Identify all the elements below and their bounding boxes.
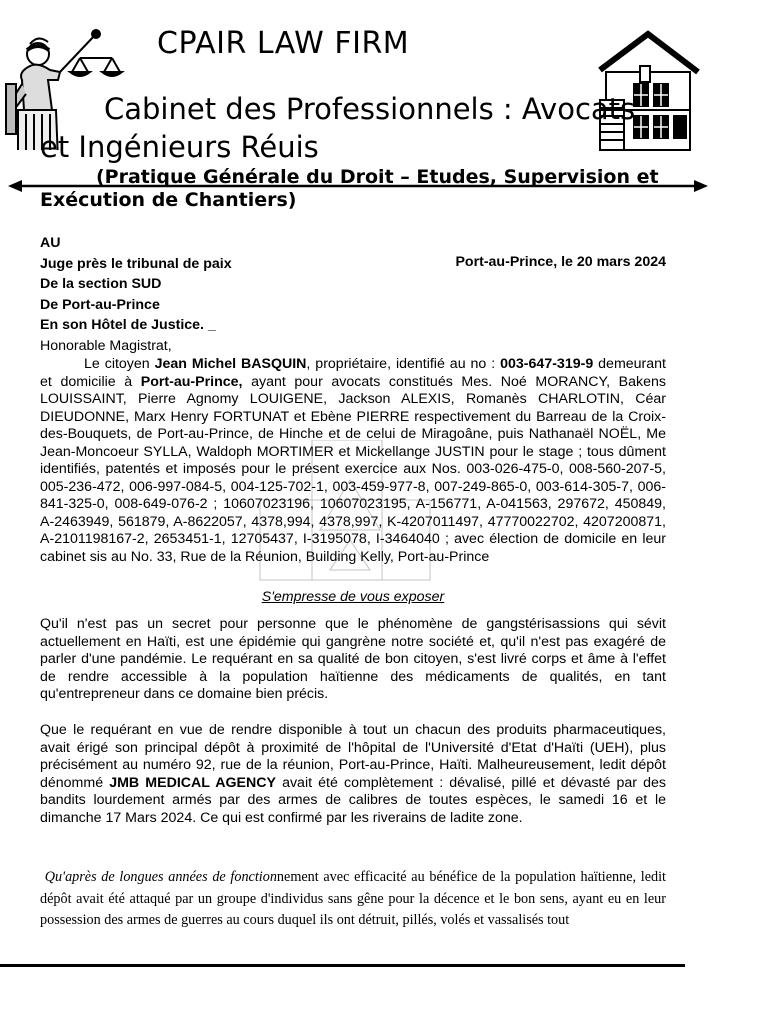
- recipient-address: [40, 233, 280, 357]
- paragraph-intro: Le citoyen Jean Michel BASQUIN, propriétaire, identifié au no : 003-647-319-9 demeurant et domicilie à Port-au-Prince, ayant pour avocats constitués Mes. Noé MORANCY, Bakens LOUISSAINT, Pierre Agnomy LOUIGENE, Jackson ALEXIS, Romanès CHARLOTIN, Céar DIEUDONNE, Marx Henry FORTUNAT et Ebène PIERRE respectivement du Barreau de la Croix-des-Bouquets, de Port-au-Prince, de Hinche et de celui de Miragoâne, puis Nathanaël NOËL, Me Jean-Moncoeur SYLLA, Waldoph MORTIMER et Mickellange JUSTIN pour le stage ; tous dûment identifiés, patentés et imposés pour le présent exercice aux Nos. 003-026-475-0, 008-560-207-5, 005-236-472, 006-997-084-5, 004-125-702-1, 003-459-977-8, 007-249-865-0, 003-614-305-7, 006-841-325-0, 008-649-076-2 ; 10607023196, 10607023195, A-156771, A-041563, 297672, 450849, A-2463949, 561879, A-8622057, 4378,994, 4378,997, K-4207011497, 47770022702, 4207200871, A-2101198167-2, 2653451-1, 12705437, I-3195078, I-3464040 ; avec élection de domicile en leur cabinet sis au No. 33, Rue de la Réunion, Building Kelly, Port-au-Prince: [40, 356, 666, 565]
- paragraph-attack: Qu'après de longues années de fonctionnement avec efficacité au bénéfice de la population haïtienne, ledit dépôt avait été attaqué par un groupe d'individus sans gêne pour la décence et le bon sens, ayant eu en leur possession des armes de guerres au cours duquel ils ont détruit, pillés, volés et vassalisés tout: [40, 869, 666, 928]
- address-line: De Port-au-Prince: [40, 296, 160, 313]
- page-bottom-rule: [0, 964, 685, 967]
- client-name: Jean Michel BASQUIN: [154, 356, 307, 372]
- letter-date: Port-au-Prince, le 20 mars 2024: [455, 254, 666, 270]
- paragraph-context: Qu'il n'est pas un secret pour personne que le phénomène de gangstérisassions qui sévit actuellement en Haïti, est une épidémie qui gangrène notre société et, qu'il n'est pas exagéré de parler d'une pandémie. Le requérant en sa qualité de bon citoyen, s'est livré corps et âme à l'effet de rendre accessible à la population haïtienne des médicaments de qualités, en tant qu'entrepreneur dans ce domaine bien précis.: [40, 616, 666, 702]
- cabinet-title-line2: et Ingénieurs Réuis: [40, 130, 319, 164]
- house-icon: [596, 30, 702, 152]
- address-line: Juge près le tribunal de paix: [40, 255, 232, 272]
- client-id: 003-647-319-9: [500, 356, 594, 372]
- address-line: AU: [40, 235, 61, 251]
- agency-name: JMB MEDICAL AGENCY: [109, 774, 276, 791]
- address-line: De la section SUD: [40, 276, 162, 293]
- stamp-watermark: [250, 440, 450, 640]
- practice-subtitle: (Pratique Générale du Droit – Etudes, Supervision et Exécution de Chantiers): [40, 166, 659, 211]
- section-heading: S'empresse de vous exposer: [261, 589, 445, 605]
- address-line: En son Hôtel de Justice. _: [40, 317, 216, 334]
- client-city: Port-au-Prince,: [140, 373, 243, 390]
- firm-name: CPAIR LAW FIRM: [157, 26, 410, 61]
- paragraph-facts: Que le requérant en vue de rendre disponible à tout un chacun des produits pharmaceutiques, avait érigé son principal dépôt à proximité de l'hôpital de l'Université d'Etat d'Haïti (UEH), plus précisément au numéro 92, rue de la réunion, Port-au-Prince, Haïti. Malheureusement, ledit dépôt dénommé JMB MEDICAL AGENCY avait été complètement : dévalisé, pillé et dévasté par des bandits lourdement armés par des armes de calibres de toutes espèces, le samedi 16 et le dimanche 17 Mars 2024. Ce qui est confirmé par les riverains de ladite zone.: [40, 722, 667, 826]
- cabinet-title-line1: Cabinet des Professionnels : Avocats: [104, 92, 636, 126]
- salutation: Honorable Magistrat,: [40, 337, 172, 354]
